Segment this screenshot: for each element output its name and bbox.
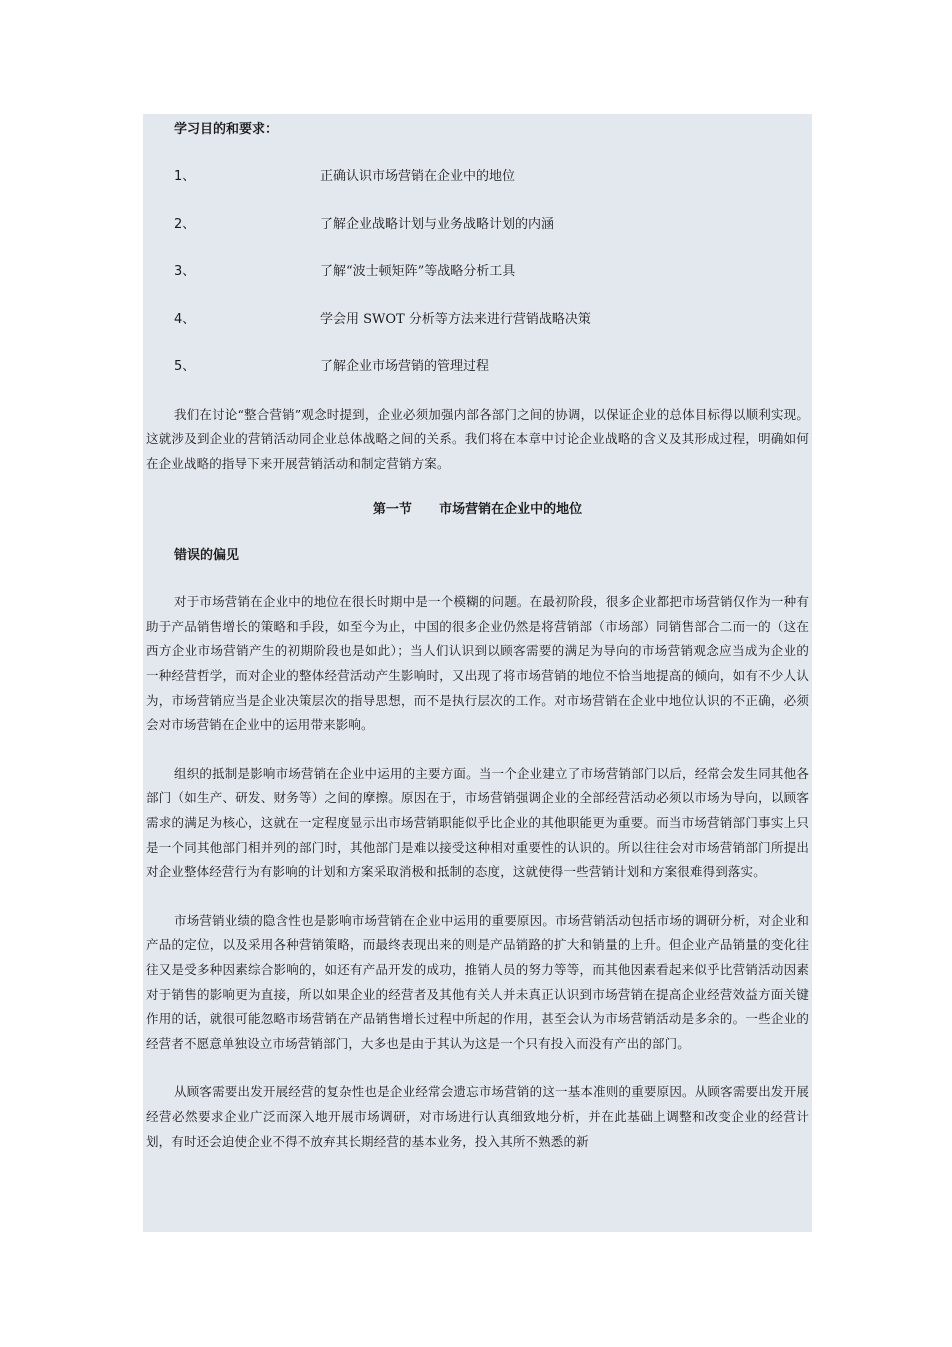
objective-text: 了解企业战略计划与业务战略计划的内涵 xyxy=(320,216,555,232)
objective-item xyxy=(146,213,809,237)
objectives-heading: 学习目的和要求： xyxy=(174,122,279,137)
objective-item xyxy=(146,308,809,332)
objective-number: 5、 xyxy=(174,359,196,374)
body-paragraph: 市场营销业绩的隐含性也是影响市场营销在企业中运用的重要原因。市场营销活动包括市场的调研分析，对企业和产品的定位，以及采用各种营销策略，而最终表现出来的则是产品销路的扩大和销量的上升。但企业产品销量的变化往往又是受多种因素综合影响的，如还有产品开发的成功，推销人员的努力等等，而其他因素看起来似乎比营销活动因素对于销售的影响更为直接，所以如果企业的经营者及其他有关人并未真正认识到市场营销在提高企业经营效益方面关键作用的话，就很可能忽略市场营销在产品销售增长过程中所起的作用，甚至会认为市场营销活动是多余的。一些企业的经营者不愿意单独设立市场营销部门，大多也是由于其认为这是一个只有投入而没有产出的部门。 xyxy=(146,912,809,1051)
body-paragraph: 组织的抵制是影响市场营销在企业中运用的主要方面。当一个企业建立了市场营销部门以后，经常会发生同其他各部门（如生产、研发、财务等）之间的摩擦。原因在于，市场营销强调企业的全部经营活动必须以市场为导向，以顾客需求的满足为核心，这就在一定程度显示出市场营销职能似乎比企业的其他职能更为重要。而当市场营销部门事实上只是一个同其他部门相并列的部门时，其他部门是难以接受这种相对重要性的认识的。所以往往会对市场营销部门所提出对企业整体经营行为有影响的计划和方案采取消极和抵制的态度，这就使得一些营销计划和方案很难得到落实。 xyxy=(146,765,809,880)
objective-item xyxy=(146,260,809,284)
section-title: 第一节 市场营销在企业中的地位 xyxy=(372,502,583,518)
objective-text: 了解“波士顿矩阵”等战略分析工具 xyxy=(320,264,516,279)
objective-item xyxy=(146,355,809,379)
sub-heading: 错误的偏见 xyxy=(174,548,240,564)
objective-number: 4、 xyxy=(174,311,196,327)
body-paragraph: 从顾客需要出发开展经营的复杂性也是企业经常会遗忘市场营销的这一基本准则的重要原因。从顾客需要出发开展经营必然要求企业广泛而深入地开展市场调研，对市场进行认真细致地分析，并在此基础上调整和改变企业的经营计划，有时还会迫使企业不得不放弃其长期经营的基本业务，投入其所不熟悉的新 xyxy=(146,1084,809,1149)
objective-number: 2、 xyxy=(174,216,196,232)
intro-paragraph: 我们在讨论“整合营销”观念时提到，企业必须加强内部各部门之间的协调，以保证企业的总体目标得以顺利实现。这就涉及到企业的营销活动同企业总体战略之间的关系。我们将在本章中讨论企业战略的含义及其形成过程，明确如何在企业战略的指导下来开展营销活动和制定营销方案。 xyxy=(146,406,809,471)
body-paragraph: 对于市场营销在企业中的地位在很长时期中是一个模糊的问题。在最初阶段，很多企业都把市场营销仅作为一种有助于产品销售增长的策略和手段，如至今为止，中国的很多企业仍然是将营销部（市场部）同销售部合二而一的（这在西方企业市场营销产生的初期阶段也是如此）；当人们认识到以顾客需要的满足为导向的市场营销观念应当成为企业的一种经营哲学，而对企业的整体经营活动产生影响时，又出现了将市场营销的地位不恰当地提高的倾向，如有不少人认为，市场营销应当是企业决策层次的指导思想，而不是执行层次的工作。对市场营销在企业中地位认识的不正确，必须会对市场营销在企业中的运用带来影响。 xyxy=(146,594,809,733)
objective-item xyxy=(146,165,809,189)
objective-number: 3、 xyxy=(174,264,196,279)
objective-text: 了解企业市场营销的管理过程 xyxy=(320,359,490,374)
objective-text: 正确认识市场营销在企业中的地位 xyxy=(320,169,516,184)
document-content xyxy=(143,114,812,1232)
objective-text: 学会用 SWOT 分析等方法来进行营销战略决策 xyxy=(320,311,591,327)
objective-number: 1、 xyxy=(174,169,196,184)
